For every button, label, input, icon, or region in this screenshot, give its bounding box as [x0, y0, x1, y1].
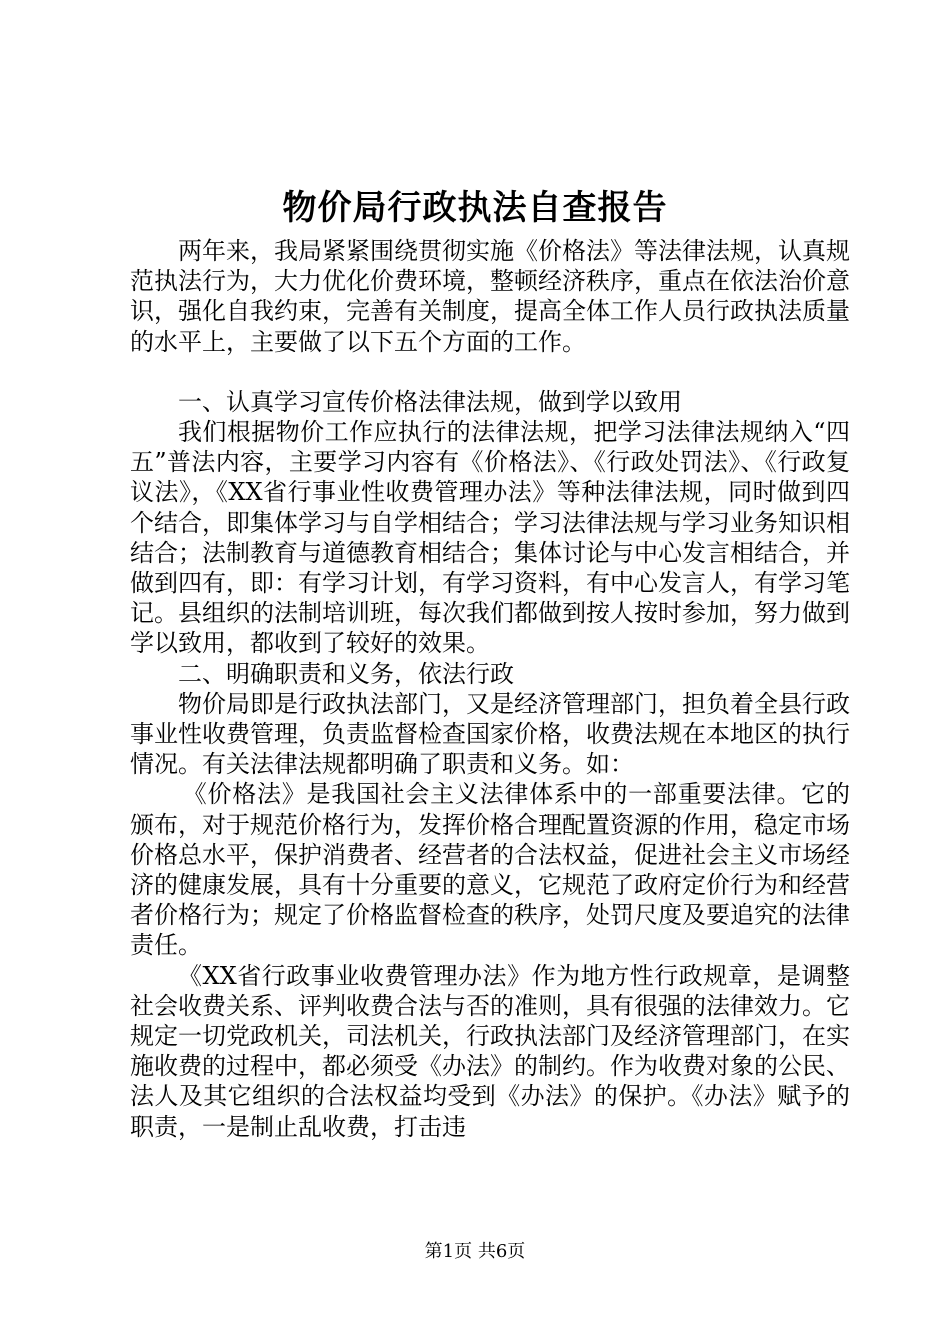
document-title: 物价局行政执法自查报告	[282, 188, 668, 228]
page-number-footer: 第1页 共6页	[424, 1241, 526, 1262]
document-body	[130, 236, 850, 1142]
section-heading-1: 一、认真学习宣传价格法律法规，做到学以致用	[178, 387, 682, 416]
section-1-paragraph: 我们根据物价工作应执行的法律法规，把学习法律法规纳入“四五”普法内容，主要学习内容有《价格法》、《行政处罚法》、《行政复议法》，《XX省行事业性收费管理办法》等种法律法规，同时做到四个结合，即集体学习与自学相结合；学习法律法规与学习业务知识相结合；法制教育与道德教育相结合；集体讨论与中心发言相结合，并做到四有，即：有学习计划，有学习资料，有中心发言人，有学习笔记。县组织的法制培训班，每次我们都做到按人按时参加，努力做到学以致用，都收到了较好的效果。	[130, 418, 850, 658]
intro-paragraph: 两年来，我局紧紧围绕贯彻实施《价格法》等法律法规，认真规范执法行为，大力优化价费环境，整顿经济秩序，重点在依法治价意识，强化自我约束，完善有关制度，提高全体工作人员行政执法质量的水平上，主要做了以下五个方面的工作。	[130, 237, 850, 356]
section-heading-2: 二、明确职责和义务，依法行政	[178, 659, 514, 688]
fee-measures-paragraph: 《XX省行政事业收费管理办法》作为地方性行政规章，是调整社会收费关系、评判收费合法与否的准则，具有很强的法律效力。它规定一切党政机关，司法机关，行政执法部门及经济管理部门，在实施收费的过程中，都必须受《办法》的制约。作为收费对象的公民、法人及其它组织的合法权益均受到《办法》的保护。《办法》赋予的职责，一是制止乱收费，打击违	[130, 961, 850, 1141]
price-law-paragraph: 《价格法》是我国社会主义法律体系中的一部重要法律。它的颁布，对于规范价格行为，发挥价格合理配置资源的作用，稳定市场价格总水平，保护消费者、经营者的合法权益，促进社会主义市场经济的健康发展，具有十分重要的意义，它规范了政府定价行为和经营者价格行为；规定了价格监督检查的秩序，处罚尺度及要追究的法律责任。	[130, 780, 850, 960]
paragraph-gap	[130, 357, 850, 387]
section-2-paragraph: 物价局即是行政执法部门，又是经济管理部门，担负着全县行政事业性收费管理，负责监督检查国家价格，收费法规在本地区的执行情况。有关法律法规都明确了职责和义务。如：	[130, 689, 850, 779]
